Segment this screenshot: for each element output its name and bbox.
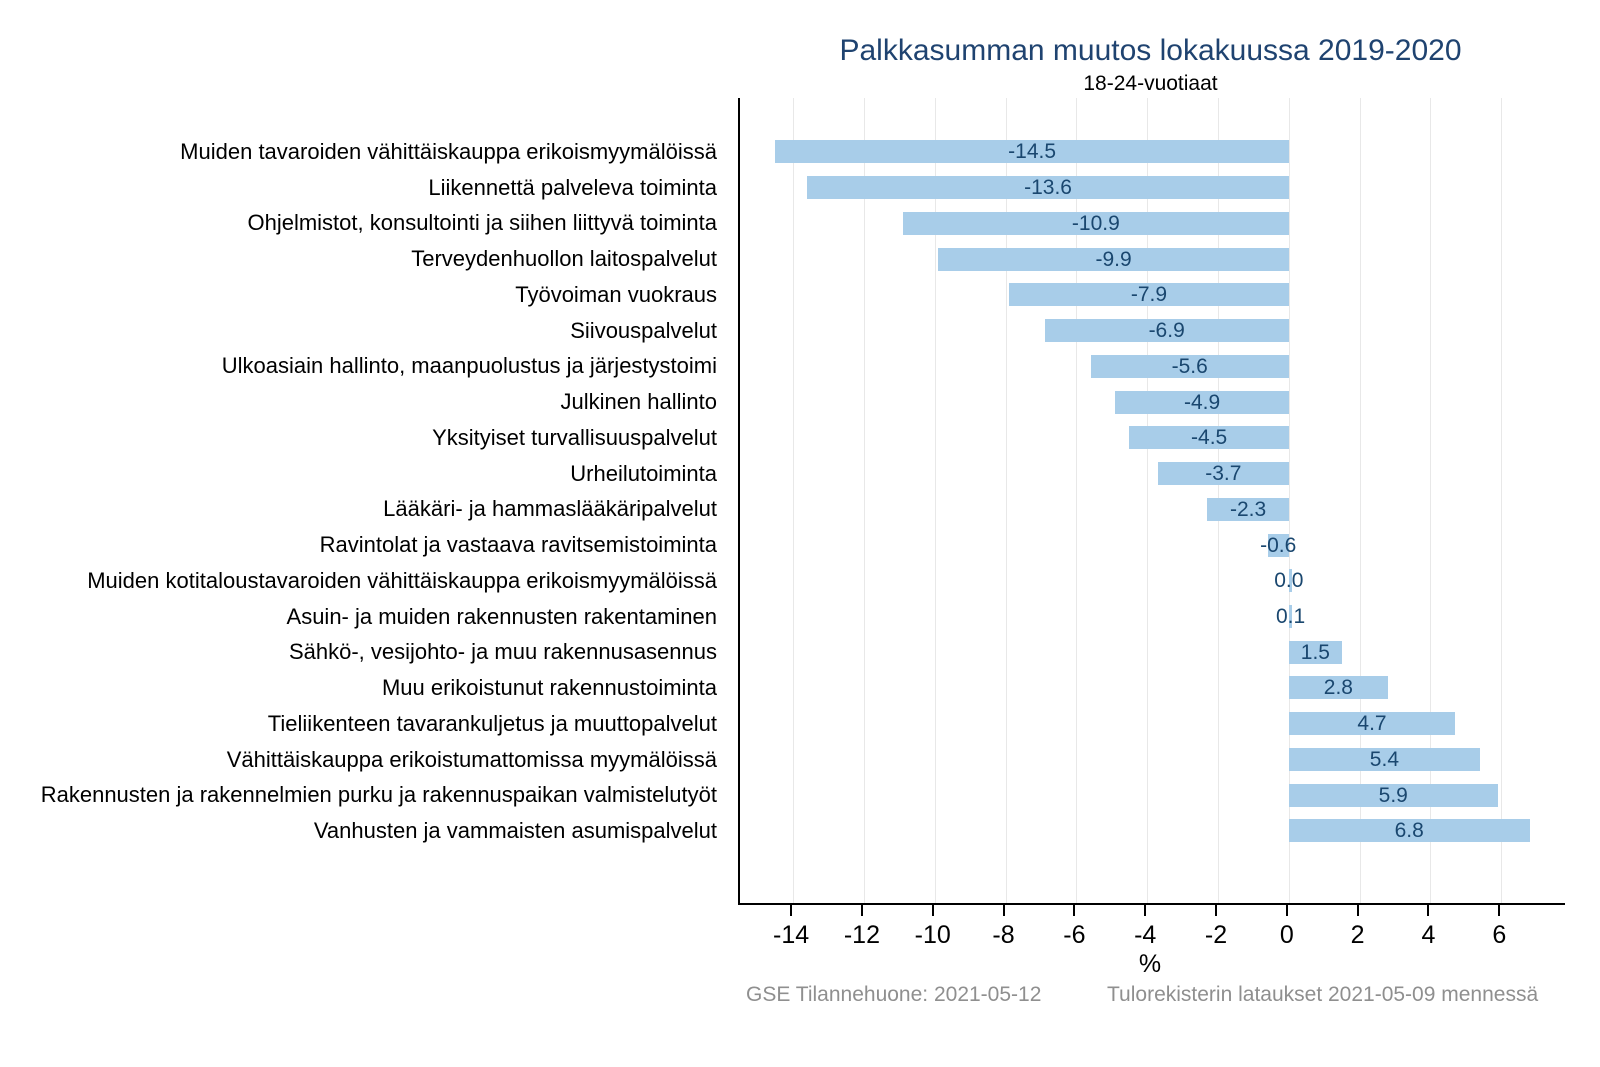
x-tick bbox=[1427, 905, 1429, 916]
bar-value-label: -10.9 bbox=[1071, 211, 1120, 235]
category-label: Asuin- ja muiden rakennusten rakentaminen bbox=[286, 603, 717, 629]
gridline bbox=[1501, 98, 1502, 903]
bar-value-label: 6.8 bbox=[1394, 819, 1424, 843]
category-label: Ohjelmistot, konsultointi ja siihen liittyvä toiminta bbox=[247, 210, 717, 236]
category-label: Julkinen hallinto bbox=[560, 389, 717, 415]
category-label: Työvoiman vuokraus bbox=[515, 281, 717, 307]
x-tick-label: 6 bbox=[1492, 921, 1507, 949]
gridline bbox=[1289, 98, 1290, 903]
category-label: Siivouspalvelut bbox=[570, 317, 717, 343]
bar-value-label: -13.6 bbox=[1024, 176, 1072, 200]
gridline bbox=[864, 98, 865, 903]
category-label: Yksityiset turvallisuuspalvelut bbox=[432, 424, 717, 450]
x-tick bbox=[1357, 905, 1359, 916]
bar-value-label: 1.5 bbox=[1300, 640, 1330, 664]
x-tick bbox=[1286, 905, 1288, 916]
x-tick-label: 0 bbox=[1279, 921, 1294, 949]
bar-value-label: 4.7 bbox=[1357, 712, 1387, 736]
x-tick-label: -10 bbox=[914, 921, 951, 949]
x-tick bbox=[1003, 905, 1005, 916]
chart-subtitle: 18-24-vuotiaat bbox=[1083, 72, 1218, 95]
bar-value-label: -4.5 bbox=[1191, 426, 1228, 450]
bar-value-label: -2.3 bbox=[1230, 497, 1267, 521]
category-label: Lääkäri- ja hammaslääkäripalvelut bbox=[383, 496, 717, 522]
bar-value-label: -6.9 bbox=[1148, 319, 1185, 343]
x-tick bbox=[790, 905, 792, 916]
category-label: Vanhusten ja vammaisten asumispalvelut bbox=[313, 818, 717, 844]
category-label: Vähittäiskauppa erikoistumattomissa myymälöissä bbox=[226, 746, 717, 772]
bar-value-label: 5.4 bbox=[1369, 747, 1400, 771]
x-tick bbox=[1073, 905, 1075, 916]
footer-source-right: Tulorekisterin lataukset 2021-05-09 mennessä bbox=[1107, 983, 1539, 1006]
x-tick bbox=[1498, 905, 1500, 916]
category-label: Ravintolat ja vastaava ravitsemistoiminta bbox=[319, 532, 717, 558]
x-tick bbox=[932, 905, 934, 916]
x-tick-label: -2 bbox=[1204, 921, 1228, 949]
bar-value-label: -3.7 bbox=[1205, 462, 1242, 486]
category-label: Urheilutoiminta bbox=[570, 460, 717, 486]
chart-title: Palkkasumman muutos lokakuussa 2019-2020 bbox=[839, 34, 1462, 67]
x-tick-label: -4 bbox=[1134, 921, 1157, 949]
footer-source-left: GSE Tilannehuone: 2021-05-12 bbox=[746, 983, 1042, 1006]
x-tick-label: -14 bbox=[773, 921, 810, 949]
bar-value-label: 0.1 bbox=[1275, 604, 1306, 628]
category-axis bbox=[0, 98, 717, 903]
x-axis-label: % bbox=[1138, 950, 1162, 978]
bar-value-label: 0.0 bbox=[1274, 569, 1304, 593]
bar-value-label: -7.9 bbox=[1130, 283, 1168, 307]
bar-value-label: -5.6 bbox=[1171, 354, 1208, 378]
bar-value-label: 5.9 bbox=[1378, 783, 1408, 807]
gridline bbox=[1360, 98, 1361, 903]
bar-value-label: -9.9 bbox=[1095, 247, 1132, 271]
x-tick-label: -8 bbox=[992, 921, 1015, 949]
bar-value-label: -4.9 bbox=[1183, 390, 1221, 414]
x-tick-label: 4 bbox=[1421, 921, 1436, 949]
category-label: Muiden tavaroiden vähittäiskauppa erikoismyymälöissä bbox=[180, 139, 717, 164]
plot-area bbox=[738, 98, 1565, 905]
category-label: Liikennettä palveleva toiminta bbox=[428, 174, 717, 200]
category-label: Rakennusten ja rakennelmien purku ja rakennuspaikan valmistelutyöt bbox=[40, 782, 717, 808]
category-label: Muiden kotitaloustavaroiden vähittäiskauppa erikoismyymälöissä bbox=[87, 567, 717, 593]
category-label: Muu erikoistunut rakennustoiminta bbox=[381, 675, 717, 701]
category-label: Terveydenhuollon laitospalvelut bbox=[411, 246, 717, 272]
x-tick-label: -12 bbox=[843, 921, 880, 949]
x-tick bbox=[1144, 905, 1146, 916]
x-tick-label: 2 bbox=[1350, 921, 1365, 949]
category-label: Tieliikenteen tavarankuljetus ja muuttopalvelut bbox=[267, 710, 717, 736]
bar-value-label: -0.6 bbox=[1260, 533, 1297, 557]
x-tick bbox=[861, 905, 863, 916]
category-label: Ulkoasiain hallinto, maanpuolustus ja järjestystoimi bbox=[221, 353, 717, 379]
x-tick-label: -6 bbox=[1063, 921, 1086, 949]
bar-value-label: 2.8 bbox=[1323, 676, 1353, 700]
category-label: Sähkö-, vesijohto- ja muu rakennusasennus bbox=[288, 639, 717, 665]
x-tick bbox=[1215, 905, 1217, 916]
gridline bbox=[793, 98, 794, 903]
gridline bbox=[1430, 98, 1431, 903]
bar-value-label: -14.5 bbox=[1008, 140, 1057, 164]
